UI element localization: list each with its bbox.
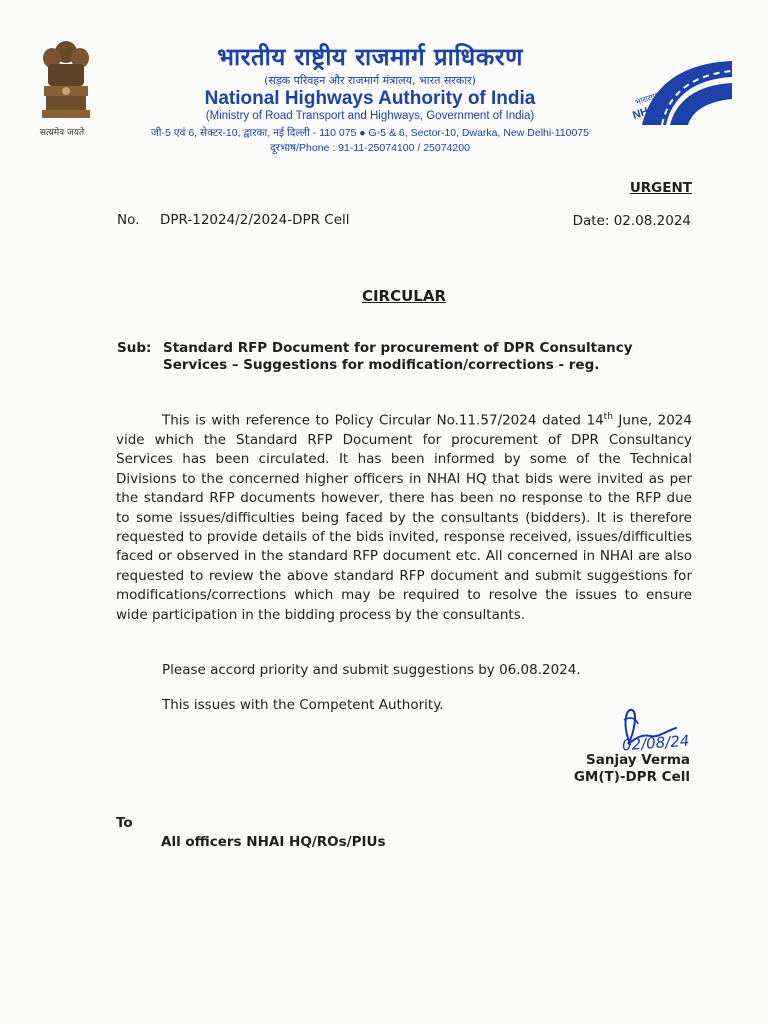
reference-label: No.: [117, 212, 140, 228]
reference-value: DPR-12024/2/2024-DPR Cell: [160, 212, 350, 228]
document-title: CIRCULAR: [361, 287, 447, 305]
recipient-list: All officers NHAI HQ/ROs/PIUs: [161, 834, 386, 850]
subject-text: Standard RFP Document for procurement of DPR Consultancy Services – Suggestions for modification/corrections - reg.: [163, 340, 633, 373]
nhai-road-logo-icon: [632, 55, 736, 127]
body-paragraph-2: Please accord priority and submit suggestions by 06.08.2024.: [162, 662, 581, 678]
signature-date: 02/08/24: [621, 731, 690, 755]
org-name-english: National Highways Authority of India: [204, 88, 536, 109]
office-address: जी-5 एवं 6, सेक्टर-10, द्वारका, नई दिल्ली - 110 075 ● G-5 & 6, Sector-10, Dwarka, New Delhi-110075: [151, 127, 589, 139]
para1-superscript: th: [603, 412, 613, 422]
ministry-name-english: (Ministry of Road Transport and Highways, Government of India): [205, 110, 535, 122]
reference-number: [117, 212, 350, 228]
signer-designation: GM(T)-DPR Cell: [573, 769, 690, 785]
emblem-motto: सत्यमेव जयते: [39, 128, 85, 138]
org-name-hindi: भारतीय राष्ट्रीय राजमार्ग प्राधिकरण: [217, 43, 523, 71]
circular-date: Date: 02.08.2024: [572, 213, 691, 229]
para1-text-start: This is with reference to Policy Circular No.11.57/2024 dated 14: [162, 412, 604, 429]
urgent-label: URGENT: [629, 180, 692, 196]
ministry-name-hindi: (सड़क परिवहन और राजमार्ग मंत्रालय, भारत सरकार): [264, 74, 476, 87]
ashoka-emblem-icon: [34, 38, 98, 138]
para1-text-end: June, 2024 vide which the Standard RFP Document for procurement of DPR Consultancy Services has been circulated. It has been informed by some of the Technical Divisions to the concerned higher officers in NHAI HQ that bids were invited as per the standard RFP documents however, there has been no response to the RFP due to some issues/difficulties being faced by the consultants (bidders). It is therefore requested to provide details of the bids invited, response received, issues/difficulties faced or observed in the standard RFP document etc. All concerned in NHAI are also requested to review the above standard RFP document and submit suggestions for modifications/corrections which may be required to resolve the issues to ensure wide participation in the bidding process by the consultants.: [116, 412, 692, 623]
logo-text: NHAI: [632, 102, 661, 122]
subject-line: [117, 340, 692, 374]
signer-name: Sanjay Verma: [586, 752, 690, 768]
office-phone: दूरभाष/Phone : 91-11-25074100 / 25074200: [270, 142, 470, 154]
subject-label: Sub:: [117, 340, 152, 356]
recipient-label: To: [116, 815, 133, 831]
body-paragraph-3: This issues with the Competent Authority.: [162, 697, 444, 713]
logo-text-hindi: भाराराप्रा: [633, 90, 661, 107]
body-paragraph-1: [116, 408, 692, 625]
